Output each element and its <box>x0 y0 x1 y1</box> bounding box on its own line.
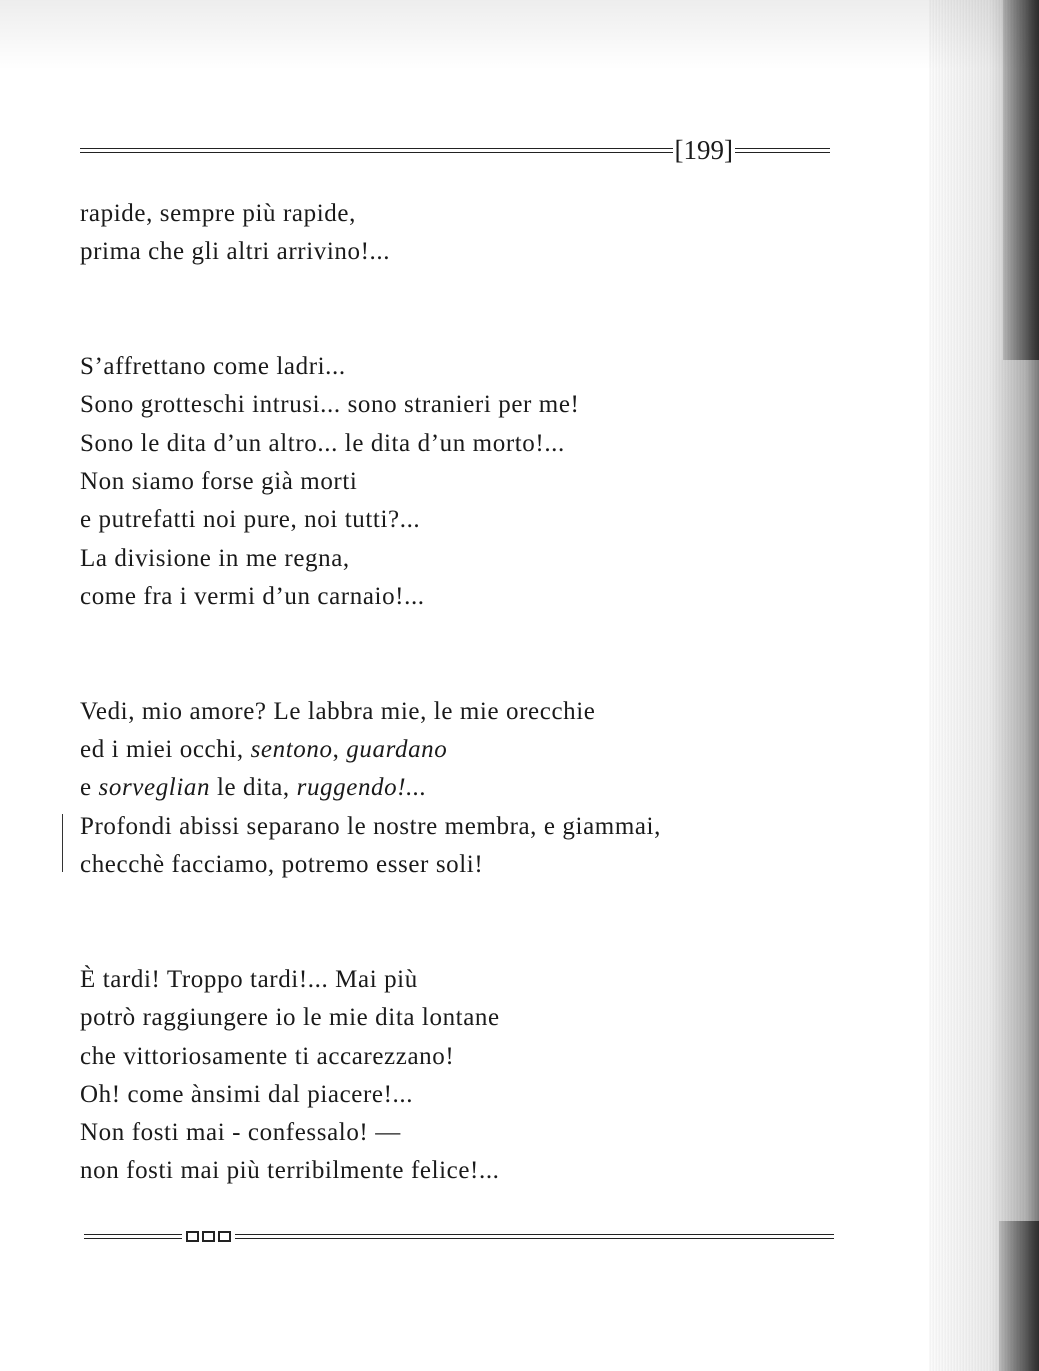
poem-line: potrò raggiungere io le mie dita lontane <box>80 1004 500 1032</box>
stanza-2 <box>80 348 880 616</box>
margin-mark <box>62 814 63 872</box>
scan-edge-shadow-bottom <box>999 1221 1039 1371</box>
stanza-1 <box>80 195 880 272</box>
page-header <box>80 134 830 166</box>
poem-line: Profondi abissi separano le nostre membra, e giammai, <box>80 812 661 840</box>
stanza-break <box>80 884 880 961</box>
poem-line: Oh! come ànsimi dal piacere!... <box>80 1080 414 1108</box>
poem-line: Sono le dita d’un altro... le dita d’un morto!... <box>80 429 565 457</box>
scan-top-shading <box>0 0 1039 70</box>
stanza-4 <box>80 961 880 1191</box>
poem-line: e sorveglian le dita, ruggendo!... <box>80 774 427 802</box>
italic-word: sorveglian <box>98 774 211 802</box>
scan-edge-shadow-top <box>1003 0 1039 360</box>
page-footer-ornament <box>84 1226 834 1246</box>
header-rule-right <box>735 148 830 153</box>
header-rule-left <box>80 148 673 153</box>
poem-line: ed i miei occhi, sentono, guardano <box>80 736 448 764</box>
poem-line: e putrefatti noi pure, noi tutti?... <box>80 506 421 534</box>
poem-line: Vedi, mio amore? Le labbra mie, le mie orecchie <box>80 697 596 725</box>
ornament-boxes <box>182 1231 235 1242</box>
ornament-box <box>218 1231 231 1242</box>
poem-line: checchè facciamo, potremo esser soli! <box>80 851 484 879</box>
poem-line: È tardi! Troppo tardi!... Mai più <box>80 965 418 993</box>
poem-line: che vittoriosamente ti accarezzano! <box>80 1042 455 1070</box>
poem-line: La divisione in me regna, <box>80 544 350 572</box>
ornament-box <box>186 1231 199 1242</box>
footer-rule-left <box>84 1234 182 1239</box>
footer-rule-right <box>235 1234 834 1239</box>
poem-line: Non siamo forse già morti <box>80 468 358 496</box>
italic-word: guardano <box>346 736 448 764</box>
ornament-box <box>202 1231 215 1242</box>
italic-word: ruggendo!... <box>296 774 427 802</box>
stanza-break <box>80 616 880 693</box>
poem-line: non fosti mai più terribilmente felice!... <box>80 1157 500 1185</box>
poem-line: Non fosti mai - confessalo! — <box>80 1119 401 1147</box>
poem-line: rapide, sempre più rapide, <box>80 200 356 227</box>
poem-line: S’affrettano come ladri... <box>80 353 346 381</box>
poem-line: come fra i vermi d’un carnaio!... <box>80 582 425 610</box>
stanza-break <box>80 272 880 349</box>
poem-body <box>80 195 880 1191</box>
poem-line: Sono grotteschi intrusi... sono stranieri per me! <box>80 391 580 419</box>
page-number: [199] <box>674 134 733 165</box>
stanza-3 <box>80 693 880 884</box>
poem-line: prima che gli altri arrivino!... <box>80 238 391 266</box>
italic-word: sentono <box>250 736 333 764</box>
